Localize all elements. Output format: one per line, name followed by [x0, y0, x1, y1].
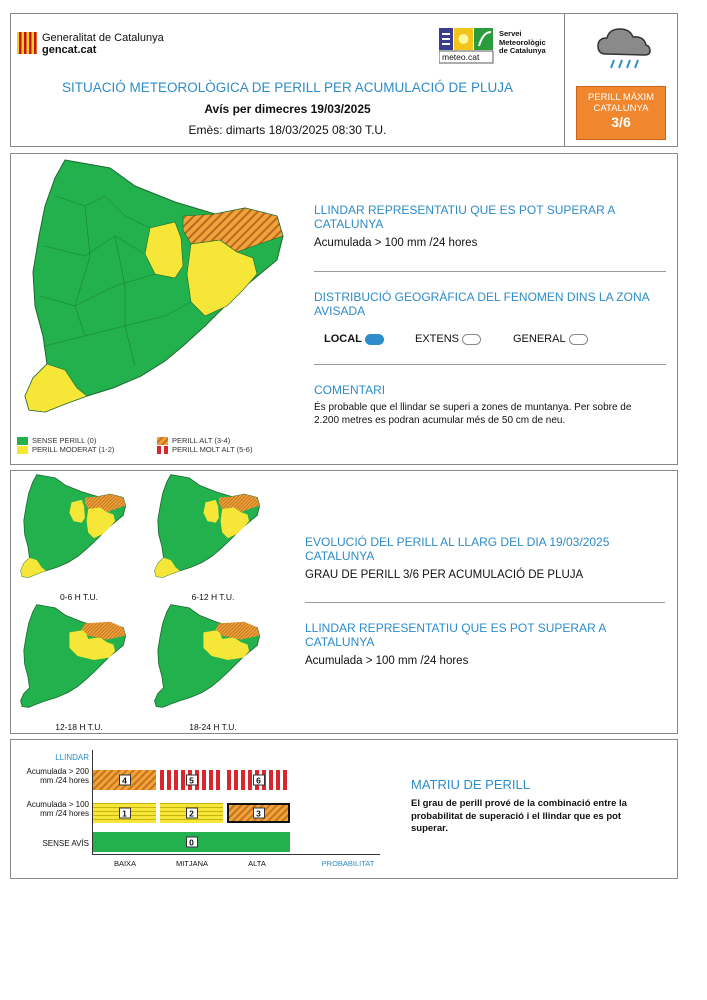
period-label-12-18: 12-18 H T.U. — [55, 722, 103, 732]
distrib-section — [314, 290, 654, 318]
catalonia-danger-map — [15, 156, 290, 426]
comentari-title: COMENTARI — [314, 383, 386, 397]
meteocat-text: meteo.cat — [442, 52, 480, 62]
divider — [305, 602, 665, 603]
local-radio-icon — [365, 334, 384, 345]
general-radio-icon — [569, 334, 588, 345]
matrix-row-sense: SENSE AVÍS — [42, 839, 89, 848]
map-6-12 — [149, 473, 264, 583]
page-title: SITUACIÓ METEOROLÒGICA DE PERILL PER ACUMULACIÓ DE PLUJA — [61, 80, 514, 95]
matrix-info — [411, 778, 651, 836]
evolution-section — [305, 535, 660, 581]
matrix-col-alta: ALTA — [248, 859, 266, 868]
period-label-6-12: 6-12 H T.U. — [191, 592, 235, 602]
legend-perill-alt: PERILL ALT (3-4) — [157, 436, 230, 445]
servei-line2: Meteorològic — [499, 37, 546, 47]
generalitat-name — [42, 32, 164, 56]
option-general: GENERAL — [513, 333, 588, 345]
rain-cloud-icon — [594, 24, 654, 74]
servei-line1: Servei — [499, 29, 522, 38]
divider — [314, 364, 666, 365]
servei-text — [499, 30, 546, 56]
generalitat-logo-icon — [17, 32, 37, 54]
map-12-18 — [15, 603, 130, 713]
extens-radio-icon — [462, 334, 481, 345]
map-0-6 — [15, 473, 130, 583]
evolution-llindar-section — [305, 621, 660, 667]
period-label-18-24: 18-24 H T.U. — [189, 722, 237, 732]
matrix-text: El grau de perill prové de la combinació entre la probabilitat de superació i el llindar que es pot superar. — [411, 798, 627, 834]
option-extens: EXTENS — [415, 333, 481, 345]
legend-perill-molt-alt: PERILL MOLT ALT (5-6) — [157, 445, 252, 454]
legend-sense-perill: SENSE PERILL (0) — [17, 436, 96, 445]
perill-level: 3/6 — [611, 114, 631, 130]
max-danger-badge — [576, 86, 666, 140]
meteocat-logo — [439, 28, 546, 69]
option-local: LOCAL — [324, 333, 384, 345]
emes-date: Emès: dimarts 18/03/2025 08:30 T.U. — [188, 123, 387, 137]
evolution-llindar-title: LLINDAR REPRESENTATIU QUE ES POT SUPERAR A CATALUNYA — [305, 621, 606, 649]
matrix-cell-2: 2 — [160, 803, 223, 823]
evolution-llindar-text: Acumulada > 100 mm /24 hores — [305, 655, 469, 667]
map-18-24 — [149, 603, 264, 713]
matrix-panel — [10, 739, 678, 879]
header-panel — [10, 13, 678, 147]
divider — [314, 271, 666, 272]
matrix-x-header: PROBABILITAT — [321, 859, 375, 868]
org-line2: gencat.cat — [42, 44, 97, 56]
comentari-text: És probable que el llindar se superi a zones de muntanya. Per sobre de 2.200 metres es podran acumular més de 50 cm de neu. — [314, 402, 632, 426]
matrix-cell-4: 4 — [93, 770, 156, 790]
avis-date: Avís per dimecres 19/03/2025 — [204, 102, 371, 116]
matrix-row-100: Acumulada > 100 mm /24 hores — [26, 800, 89, 818]
period-label-0-6: 0-6 H T.U. — [59, 592, 99, 602]
llindar-title: LLINDAR REPRESENTATIU QUE ES POT SUPERAR A CATALUNYA — [314, 203, 615, 231]
matrix-y-header: LLINDAR — [55, 753, 89, 762]
matrix-title: MATRIU DE PERILL — [411, 777, 530, 792]
matrix-cell-5: 5 — [160, 770, 223, 790]
legend-perill-moderat: PERILL MODERAT (1-2) — [17, 445, 114, 454]
perill-label2: CATALUNYA — [593, 103, 649, 114]
perill-label1: PERILL MÀXIM — [587, 92, 655, 103]
matrix-cell-1: 1 — [93, 803, 156, 823]
matrix-cell-6: 6 — [227, 770, 290, 790]
matrix-col-baixa: BAIXA — [113, 859, 137, 868]
matrix-cell-3: 3 — [227, 803, 290, 823]
matrix-cell-0: 0 — [93, 832, 290, 852]
llindar-section — [314, 203, 654, 249]
evolution-text: GRAU DE PERILL 3/6 PER ACUMULACIÓ DE PLUJA — [305, 569, 584, 581]
distrib-title: DISTRIBUCIÓ GEOGRÀFICA DEL FENOMEN DINS LA ZONA AVISADA — [314, 290, 649, 318]
servei-line3: de Catalunya — [499, 46, 546, 55]
evolution-title: EVOLUCIÓ DEL PERILL AL LLARG DEL DIA 19/03/2025 CATALUNYA — [305, 535, 610, 563]
matrix-col-mitjana: MITJANA — [175, 859, 209, 868]
comentari-section — [314, 383, 659, 427]
header-divider — [564, 14, 565, 146]
llindar-text: Acumulada > 100 mm /24 hores — [314, 237, 478, 249]
evolution-panel — [10, 470, 678, 734]
summary-panel — [10, 153, 678, 465]
matrix-row-200: Acumulada > 200 mm /24 hores — [26, 767, 89, 785]
org-line1: Generalitat de Catalunya — [42, 32, 164, 44]
matrix-x-axis — [92, 854, 380, 855]
